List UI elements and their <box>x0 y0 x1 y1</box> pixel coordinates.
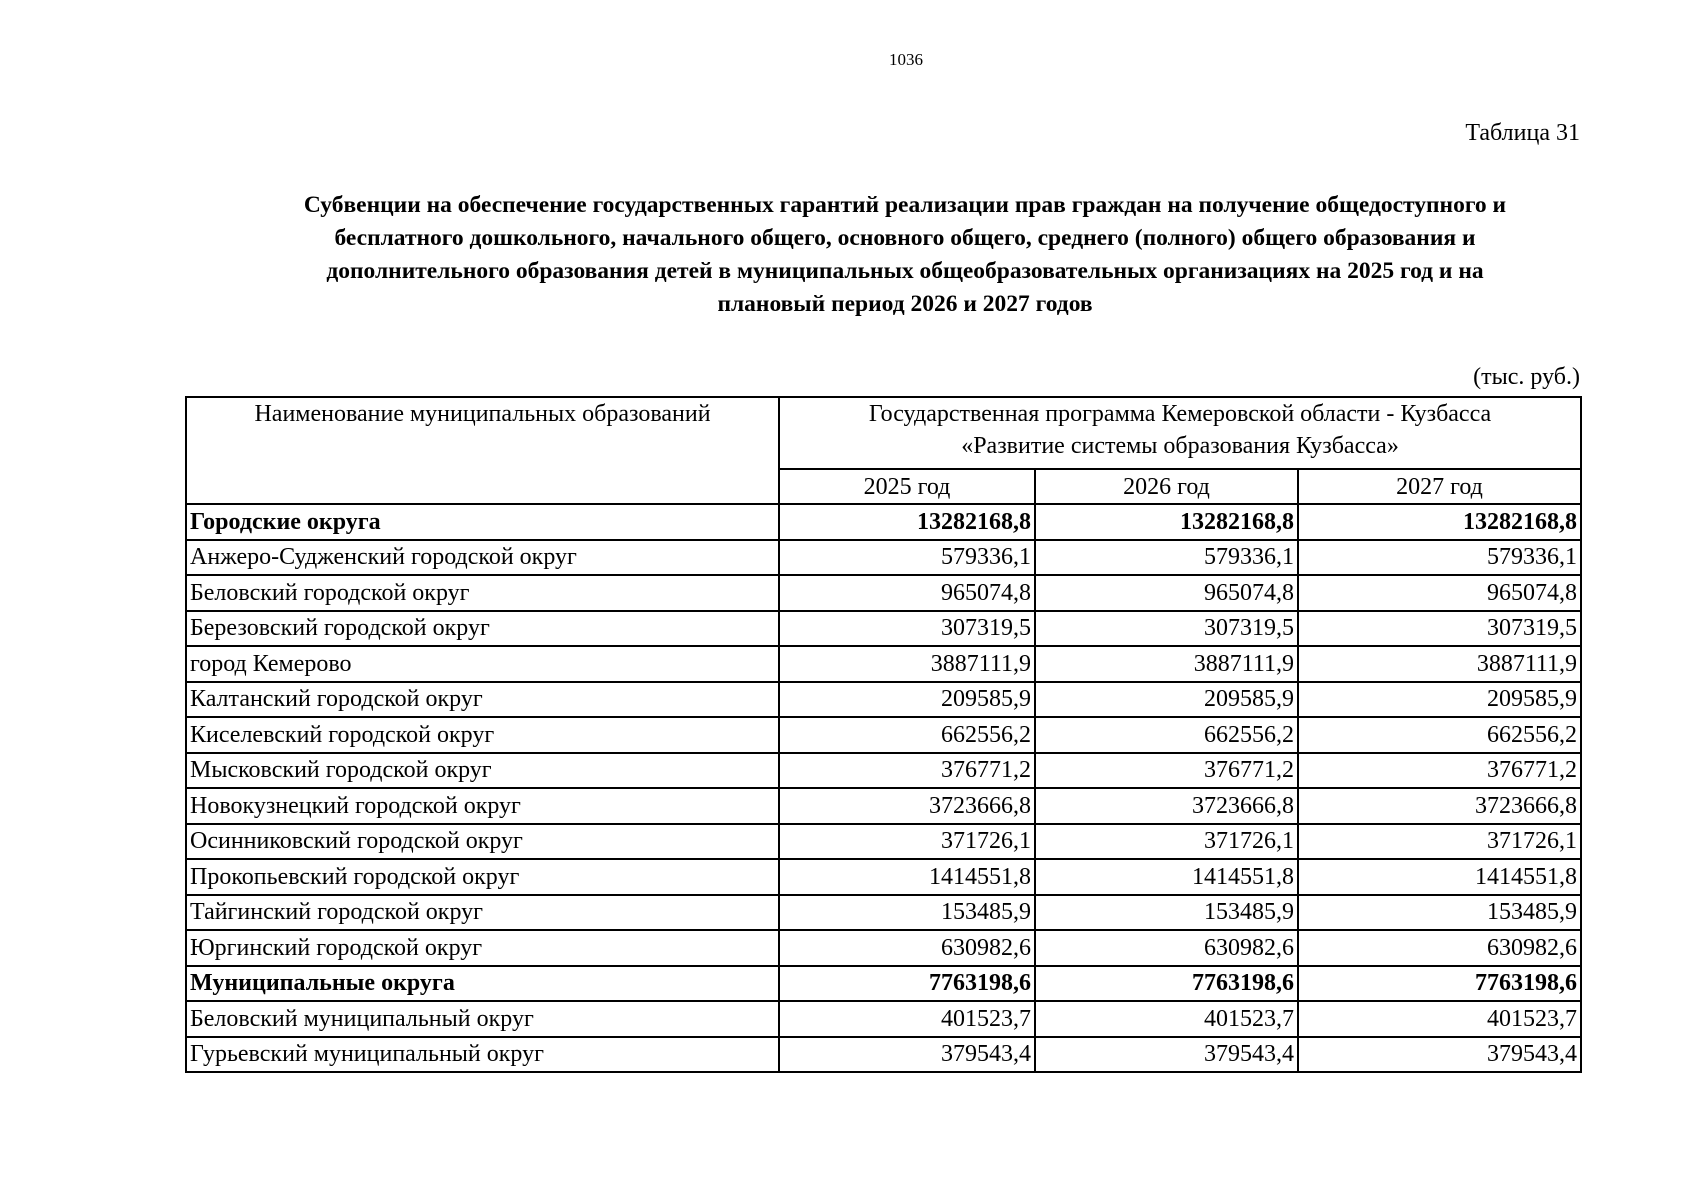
row-name: Беловский муниципальный округ <box>186 1001 779 1037</box>
table-row <box>186 611 1581 647</box>
title-line: плановый период 2026 и 2027 годов <box>717 291 1093 317</box>
row-value-2026: 7763198,6 <box>1035 966 1298 1002</box>
table-body <box>186 504 1581 1072</box>
row-name: Березовский городской округ <box>186 611 779 647</box>
page-number: 1036 <box>889 50 923 69</box>
row-name: Муниципальные округа <box>186 966 779 1002</box>
row-value-2026: 307319,5 <box>1035 611 1298 647</box>
row-name: Осинниковский городской округ <box>186 824 779 860</box>
table-number: Таблица 31 <box>1465 120 1580 146</box>
table-row <box>186 753 1581 789</box>
row-value-2027: 401523,7 <box>1298 1001 1581 1037</box>
row-value-2027: 371726,1 <box>1298 824 1581 860</box>
row-name: Анжеро-Судженский городской округ <box>186 540 779 576</box>
row-value-2026: 630982,6 <box>1035 930 1298 966</box>
row-value-2027: 209585,9 <box>1298 682 1581 718</box>
row-value-2027: 662556,2 <box>1298 717 1581 753</box>
header-program-line: Государственная программа Кемеровской области - Кузбасса <box>868 401 1492 427</box>
row-value-2026: 401523,7 <box>1035 1001 1298 1037</box>
row-value-2026: 3887111,9 <box>1035 646 1298 682</box>
table-row <box>186 859 1581 895</box>
row-value-2027: 379543,4 <box>1298 1037 1581 1073</box>
header-year-2026: 2026 год <box>1035 469 1298 504</box>
row-value-2026: 965074,8 <box>1035 575 1298 611</box>
row-value-2025: 307319,5 <box>779 611 1035 647</box>
row-value-2027: 153485,9 <box>1298 895 1581 931</box>
table-row <box>186 895 1581 931</box>
row-value-2026: 3723666,8 <box>1035 788 1298 824</box>
row-value-2026: 13282168,8 <box>1035 504 1298 540</box>
table-row <box>186 682 1581 718</box>
table-row <box>186 646 1581 682</box>
row-value-2025: 3723666,8 <box>779 788 1035 824</box>
row-value-2025: 401523,7 <box>779 1001 1035 1037</box>
row-value-2025: 965074,8 <box>779 575 1035 611</box>
row-value-2027: 630982,6 <box>1298 930 1581 966</box>
table-row <box>186 930 1581 966</box>
row-value-2025: 209585,9 <box>779 682 1035 718</box>
row-value-2027: 307319,5 <box>1298 611 1581 647</box>
title-line: бесплатного дошкольного, начального общего, основного общего, среднего (полного) общего образования и <box>334 225 1476 251</box>
row-value-2025: 1414551,8 <box>779 859 1035 895</box>
row-value-2026: 376771,2 <box>1035 753 1298 789</box>
row-name: город Кемерово <box>186 646 779 682</box>
table-row <box>186 788 1581 824</box>
row-name: Юргинский городской округ <box>186 930 779 966</box>
row-value-2027: 7763198,6 <box>1298 966 1581 1002</box>
document-title <box>195 189 1615 321</box>
row-value-2026: 579336,1 <box>1035 540 1298 576</box>
units-label: (тыс. руб.) <box>1473 364 1580 390</box>
table-row <box>186 717 1581 753</box>
header-program <box>779 397 1581 469</box>
table-row-total <box>186 504 1581 540</box>
row-value-2026: 371726,1 <box>1035 824 1298 860</box>
row-value-2025: 13282168,8 <box>779 504 1035 540</box>
row-value-2027: 13282168,8 <box>1298 504 1581 540</box>
row-value-2025: 579336,1 <box>779 540 1035 576</box>
title-line: Субвенции на обеспечение государственных гарантий реализации прав граждан на получение общедоступного и <box>303 192 1507 218</box>
row-name: Тайгинский городской округ <box>186 895 779 931</box>
row-value-2027: 376771,2 <box>1298 753 1581 789</box>
row-value-2026: 153485,9 <box>1035 895 1298 931</box>
row-name: Мысковский городской округ <box>186 753 779 789</box>
title-line: дополнительного образования детей в муниципальных общеобразовательных организациях на 2025 год и на <box>326 258 1484 284</box>
row-name: Киселевский городской округ <box>186 717 779 753</box>
header-year-2025: 2025 год <box>779 469 1035 504</box>
row-name: Городские округа <box>186 504 779 540</box>
subsidy-table <box>185 396 1582 1073</box>
row-value-2025: 153485,9 <box>779 895 1035 931</box>
row-name: Калтанский городской округ <box>186 682 779 718</box>
header-name-column: Наименование муниципальных образований <box>186 397 779 504</box>
table-row <box>186 1001 1581 1037</box>
header-year-2027: 2027 год <box>1298 469 1581 504</box>
row-value-2025: 371726,1 <box>779 824 1035 860</box>
row-value-2025: 630982,6 <box>779 930 1035 966</box>
table-row <box>186 575 1581 611</box>
row-value-2025: 7763198,6 <box>779 966 1035 1002</box>
row-name: Новокузнецкий городской округ <box>186 788 779 824</box>
header-program-line: «Развитие системы образования Кузбасса» <box>961 433 1399 459</box>
row-value-2025: 3887111,9 <box>779 646 1035 682</box>
row-value-2026: 209585,9 <box>1035 682 1298 718</box>
table-row <box>186 1037 1581 1073</box>
row-value-2026: 379543,4 <box>1035 1037 1298 1073</box>
row-value-2025: 662556,2 <box>779 717 1035 753</box>
row-value-2025: 379543,4 <box>779 1037 1035 1073</box>
row-name: Гурьевский муниципальный округ <box>186 1037 779 1073</box>
row-value-2027: 1414551,8 <box>1298 859 1581 895</box>
table-row <box>186 824 1581 860</box>
row-value-2027: 3887111,9 <box>1298 646 1581 682</box>
row-value-2027: 965074,8 <box>1298 575 1581 611</box>
row-value-2025: 376771,2 <box>779 753 1035 789</box>
row-value-2026: 1414551,8 <box>1035 859 1298 895</box>
table-row <box>186 540 1581 576</box>
row-name: Прокопьевский городской округ <box>186 859 779 895</box>
row-name: Беловский городской округ <box>186 575 779 611</box>
row-value-2027: 3723666,8 <box>1298 788 1581 824</box>
table-row-total <box>186 966 1581 1002</box>
row-value-2027: 579336,1 <box>1298 540 1581 576</box>
row-value-2026: 662556,2 <box>1035 717 1298 753</box>
